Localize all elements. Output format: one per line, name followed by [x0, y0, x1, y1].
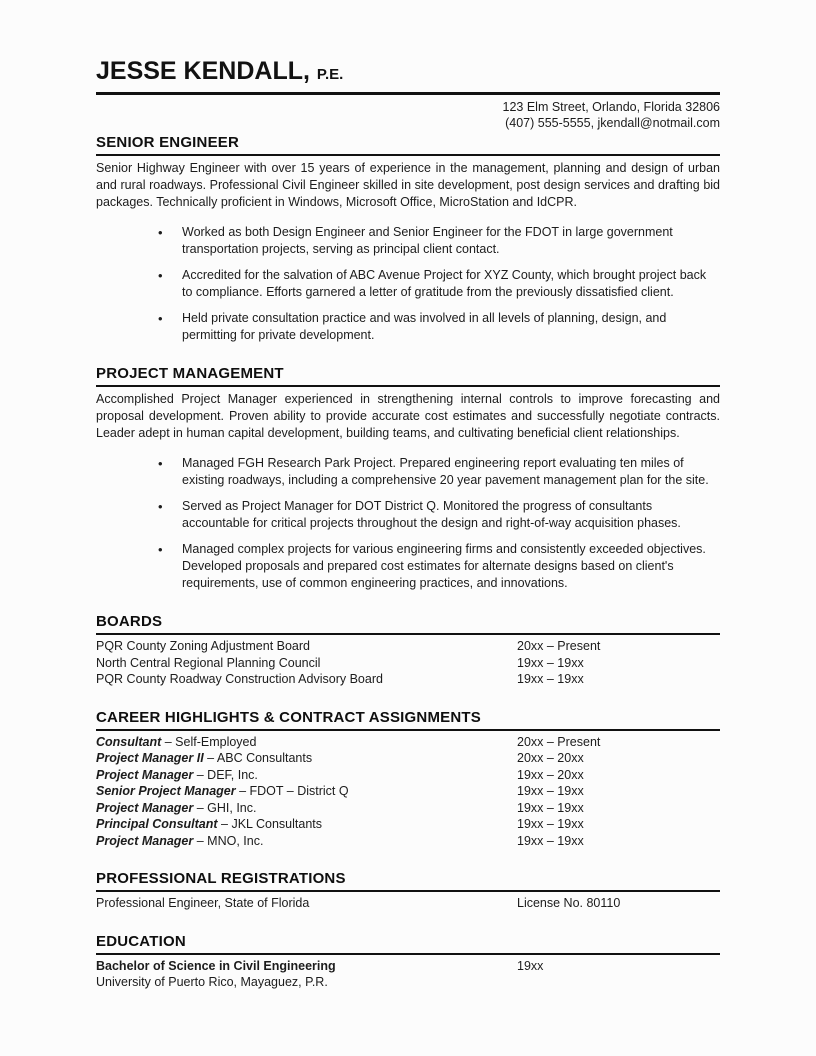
role-entry [96, 767, 517, 784]
career-table [96, 734, 720, 850]
summary-paragraph: Senior Highway Engineer with over 15 years of experience in the management, planning and design of urban and rural roadways. Professional Civil Engineer skilled in site development, post design services and drafting bid packages. Technically proficient in Windows, Microsoft Office, MicroStation and IdCPR. [96, 161, 720, 209]
role-entry [96, 783, 517, 800]
career-row [96, 734, 720, 751]
school-name: University of Puerto Rico, Mayaguez, P.R. [96, 975, 328, 989]
bullet-list [96, 224, 720, 344]
resume-name [96, 57, 720, 89]
bullet-item: • Worked as both Design Engineer and Senior Engineer for the FDOT in large government transportation projects, serving as principal client contact. [96, 224, 720, 258]
org-name: North Central Regional Planning Council [96, 655, 321, 670]
date-range: 19xx – 19xx [517, 800, 584, 815]
career-row [96, 816, 720, 833]
name-divider-rule [96, 92, 720, 95]
role-entry [96, 734, 517, 751]
date-range: 19xx – 19xx [517, 672, 584, 686]
section-rule [96, 953, 720, 955]
role-company: – JKL Consultants [217, 817, 323, 831]
registration-name: Professional Engineer, State of Florida [96, 896, 310, 910]
role-company: – ABC Consultants [203, 751, 313, 765]
section-rule [96, 729, 720, 731]
section-senior-engineer [96, 134, 720, 344]
registrations-table [96, 895, 720, 912]
credential-suffix: P.E. [316, 66, 344, 83]
date-range: 20xx – 20xx [517, 751, 584, 765]
license-number: License No. 80110 [517, 896, 621, 910]
career-row [96, 833, 720, 850]
contact-block [96, 100, 720, 131]
bullet-item: • Managed complex projects for various engineering firms and consistently exceeded objectives. Developed proposals and prepared cost estimates for alternate designs based on client's requirements, use of common engineering practices, and innovations. [96, 541, 720, 592]
address-line: 123 Elm Street, Orlando, Florida 32806 [502, 100, 720, 114]
role-company: – Self-Employed [161, 734, 257, 749]
education-table [96, 958, 720, 991]
registration-row [96, 895, 720, 912]
section-heading: EDUCATION [96, 932, 186, 950]
org-name: PQR County Roadway Construction Advisory Board [96, 672, 383, 686]
role-entry [96, 833, 517, 850]
section-registrations [96, 870, 720, 912]
boards-table [96, 638, 720, 688]
role-title: Project Manager [96, 800, 194, 815]
role-title: Project Manager [96, 767, 194, 782]
date-range: 19xx – 20xx [517, 767, 584, 782]
degree-name: Bachelor of Science in Civil Engineering [96, 958, 336, 973]
section-boards [96, 613, 720, 688]
section-rule [96, 154, 720, 156]
graduation-year: 19xx [517, 958, 544, 973]
role-entry [96, 750, 517, 767]
role-title: Project Manager [96, 833, 194, 848]
section-heading: PROJECT MANAGEMENT [96, 365, 284, 382]
date-range: 19xx – 19xx [517, 784, 584, 798]
section-heading: CAREER HIGHLIGHTS & CONTRACT ASSIGNMENTS [96, 708, 481, 726]
role-entry [96, 816, 517, 833]
phone-email-line: (407) 555-5555, jkendall@notmail.com [505, 115, 720, 130]
section-heading: SENIOR ENGINEER [96, 134, 240, 151]
career-row [96, 783, 720, 800]
date-range: 19xx – 19xx [517, 655, 584, 670]
bullet-item: • Managed FGH Research Park Project. Prepared engineering report evaluating ten miles of existing roadways, including a comprehensive 20 year pavement management plan for the site. [96, 455, 720, 489]
section-rule [96, 890, 720, 892]
section-heading: PROFESSIONAL REGISTRATIONS [96, 870, 346, 887]
role-company: – FDOT – District Q [235, 784, 349, 798]
bullet-item: • Served as Project Manager for DOT District Q. Monitored the progress of consultants accountable for critical projects throughout the design and right-of-way acquisition phases. [96, 498, 720, 532]
career-row [96, 800, 720, 817]
education-row [96, 974, 720, 991]
resume-content [96, 57, 720, 991]
role-title: Project Manager II [96, 751, 204, 765]
role-title: Senior Project Manager [96, 784, 236, 798]
empty-cell [517, 974, 712, 991]
role-title: Principal Consultant [96, 817, 218, 831]
career-row [96, 767, 720, 784]
section-career-highlights [96, 709, 720, 850]
board-row [96, 655, 720, 672]
career-row [96, 750, 720, 767]
date-range: 20xx – Present [517, 734, 601, 749]
bullet-item: • Held private consultation practice and was involved in all levels of planning, design, and permitting for private development. [96, 310, 720, 344]
role-company: – GHI, Inc. [193, 800, 257, 815]
education-row [96, 958, 720, 975]
role-title: Consultant [96, 734, 162, 749]
board-row [96, 638, 720, 655]
section-education [96, 933, 720, 991]
section-project-management [96, 365, 720, 592]
bullet-list [96, 455, 720, 592]
date-range: 20xx – Present [517, 639, 601, 653]
role-company: – DEF, Inc. [193, 767, 258, 782]
role-company: – MNO, Inc. [193, 833, 264, 848]
bullet-item: • Accredited for the salvation of ABC Avenue Project for XYZ County, which brought project back to compliance. Efforts garnered a letter of gratitude from the previously dissatisfied client. [96, 267, 720, 301]
summary-paragraph: Accomplished Project Manager experienced in strengthening internal controls to improve forecasting and proposal development. Proven ability to provide accurate cost estimates and successfully negotiate contracts. Leader adept in human capital development, building teams, and cultivating beneficial client relationships. [96, 392, 720, 440]
section-rule [96, 385, 720, 387]
board-row [96, 671, 720, 688]
date-range: 19xx – 19xx [517, 833, 584, 848]
section-rule [96, 633, 720, 635]
role-entry [96, 800, 517, 817]
name-text: JESSE KENDALL, [96, 57, 310, 85]
org-name: PQR County Zoning Adjustment Board [96, 639, 311, 653]
section-heading: BOARDS [96, 613, 163, 630]
date-range: 19xx – 19xx [517, 817, 584, 831]
